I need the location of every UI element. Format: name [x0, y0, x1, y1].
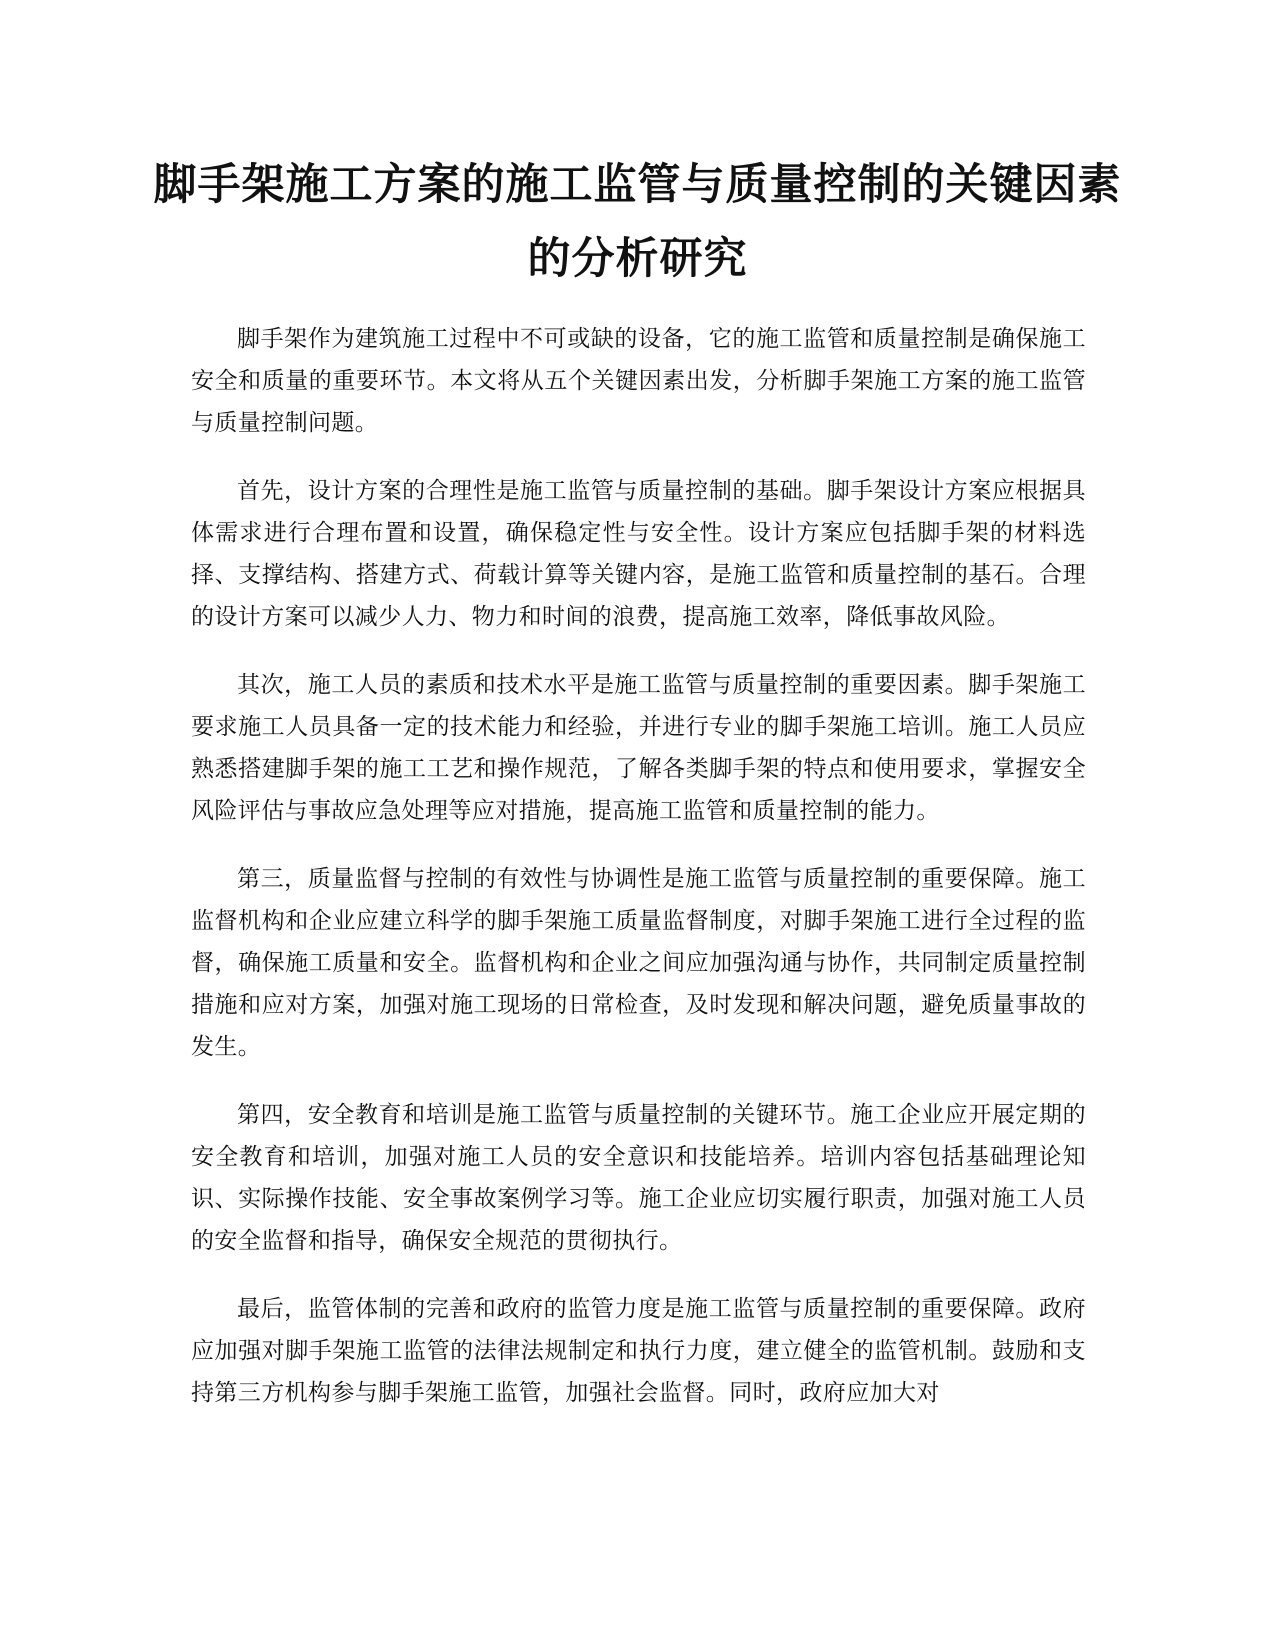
paragraph-personnel: 其次，施工人员的素质和技术水平是施工监管与质量控制的重要因素。脚手架施工要求施工人员具备一定的技术能力和经验，并进行专业的脚手架施工培训。施工人员应熟悉搭建脚手架的施工工艺和操作规范，了解各类脚手架的特点和使用要求，掌握安全风险评估与事故应急处理等应对措施，提高施工监管和质量控制的能力。 [191, 672, 1086, 824]
document-title: 脚手架施工方案的施工监管与质量控制的关键因素的分析研究 [153, 160, 1122, 284]
paragraph-training: 第四，安全教育和培训是施工监管与质量控制的关键环节。施工企业应开展定期的安全教育和培训，加强对施工人员的安全意识和技能培养。培训内容包括基础理论知识、实际操作技能、安全事故案例学习等。施工企业应切实履行职责，加强对施工人员的安全监督和指导，确保安全规范的贯彻执行。 [191, 1102, 1086, 1254]
paragraph-intro: 脚手架作为建筑施工过程中不可或缺的设备，它的施工监管和质量控制是确保施工安全和质量的重要环节。本文将从五个关键因素出发，分析脚手架施工方案的施工监管与质量控制问题。 [191, 326, 1086, 436]
paragraph-supervision: 第三，质量监督与控制的有效性与协调性是施工监管与质量控制的重要保障。施工监督机构和企业应建立科学的脚手架施工质量监督制度，对脚手架施工进行全过程的监督，确保施工质量和安全。监督机构和企业之间应加强沟通与协作，共同制定质量控制措施和应对方案，加强对施工现场的日常检查，及时发现和解决问题，避免质量事故的发生。 [191, 866, 1086, 1060]
document-body [191, 318, 1086, 1440]
paragraph-design: 首先，设计方案的合理性是施工监管与质量控制的基础。脚手架设计方案应根据具体需求进行合理布置和设置，确保稳定性与安全性。设计方案应包括脚手架的材料选择、支撑结构、搭建方式、荷载计算等关键内容，是施工监管和质量控制的基石。合理的设计方案可以减少人力、物力和时间的浪费，提高施工效率，降低事故风险。 [191, 478, 1086, 630]
paragraph-regulation: 最后，监管体制的完善和政府的监管力度是施工监管与质量控制的重要保障。政府应加强对脚手架施工监管的法律法规制定和执行力度，建立健全的监管机制。鼓励和支持第三方机构参与脚手架施工监管，加强社会监督。同时，政府应加大对 [191, 1296, 1086, 1406]
